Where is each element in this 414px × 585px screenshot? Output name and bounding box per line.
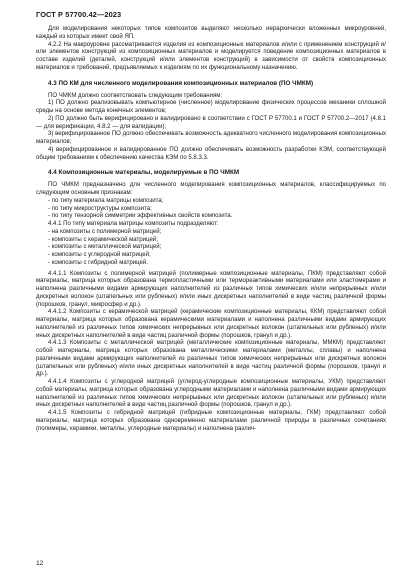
list-item: - на композиты с полимерной матрицей; [48, 228, 162, 235]
list-item: 4) верифицированное и валидированное ПО должно обеспечивать возможность разработки КЭМ, соответствующей общим требованиям к обеспечению качества КЭМ по 5.8.3.3. [36, 146, 386, 161]
list-item: 2) ПО должно быть верифицировано и валидировано в соответствии с ГОСТ Р 57700.1 и ГОСТ Р 57700.2—2017 (4.8.1 — для верификации, 4.8.2 — для валидации); [36, 115, 386, 130]
list-item: - по типу материала матрицы композита; [48, 197, 164, 204]
paragraph: ПО ЧМКМ предназначено для численного моделирования композиционных материалов, классифицируемых по следующим основным признакам: [36, 182, 386, 196]
list-item: - композиты с углеродной матрицей; [48, 252, 151, 258]
section-heading: 4.4 Композиционные материалы, моделируемые в ПО ЧМКМ [48, 169, 240, 177]
subsection-paragraph: 4.4.1.1 Композиты с полимерной матрицей (полимерные композиционные материалы, ПКМ) представляют собой материалы, матрица которых образована термопластичными или термореактивными материалами или эластомерами и наполнена различными видами армирующих наполнителей из различных типов химических и/или непрерывных и/или дискретных волокон (штапельных или рубленых) и/или иных дискретных наполнителей в виде частиц различной формы (порошков, гранул, микросфер и др.). [36, 270, 386, 308]
list-item: - композиты с металлической матрицей; [48, 244, 162, 251]
list-item: 3) верифицированное ПО должно обеспечивать возможность адекватного численного моделирования композиционных материалов; [36, 131, 386, 145]
section-heading: 4.3 ПО КМ для численного моделирования композиционных материалов (ПО ЧМКМ) [48, 79, 314, 87]
list-item: - по типу тензорной симметрии эффективных свойств композита. [48, 213, 233, 220]
list-item: 1) ПО должно реализовывать компьютерное (численное) моделирование физических процессов механики сплошной среды на основе метода конечных элементов; [36, 100, 386, 114]
paragraph: ПО ЧМКМ должно соответствовать следующим требованиям: [48, 92, 223, 99]
paragraph: 4.4.1 По типу материала матрицы композиты подразделяют: [48, 221, 219, 227]
list-item: - по типу микроструктуры композита; [48, 205, 152, 212]
page-number: 12 [36, 560, 44, 567]
list-item: - композиты с гибридной матрицей. [48, 259, 148, 266]
list-item: - композиты с керамической матрицей; [48, 236, 158, 243]
paragraph: 4.2.2 На макроуровне рассматриваются изделия из композиционных материалов и/или с применением конструкций и/или элементов конструкций из композиционных материалов и моделируется поведение композиционных материалов в составе изделий (деталей, конструкций и/или элементов конструкций) в зависимости от свойств композиционных материалов и требований, предъявляемых к изделиям по их функциональному назначению. [36, 41, 386, 71]
document-header: ГОСТ Р 57700.42—2023 [36, 10, 122, 19]
subsection-paragraph: 4.4.1.5 Композиты с гибридной матрицей (гибридные композиционные материалы, ГКМ) представляют собой материалы, матрица которых образована одновременно материалами различной природы в различных сочетаниях (полимеры, керамики, металлы, углеродные материалы) и наполнена различ- [36, 410, 386, 432]
subsection-paragraph: 4.4.1.4 Композиты с углеродной матрицей (углерод-углеродные композиционные материалы, УКМ) представляют собой материалы, матрица которых образована углеродными материалами и наполнена различными видами армирующих наполнителей из различных типов химических непрерывных или дискретных волокон (штапельных или рубленых) и/или иных дискретных наполнителей в виде частиц различной формы (порошков, гранул и др.). [36, 379, 386, 409]
subsection-paragraph: 4.4.1.2 Композиты с керамической матрицей (керамические композиционные материалы, ККМ) представляют собой материалы, матрица которых образована керамическими материалами и наполнена различными видами армирующих наполнителей из различных типов химических непрерывных или дискретных волокон (штапельных или рубленых) и/или иных дискретных наполнителей в виде частиц различной формы (порошков, гранул и др.). [36, 309, 386, 339]
paragraph: Для моделирования некоторых типов композитов выделяют несколько иерархически вложенных микроуровней, каждый из которых имеет свой ЯП. [36, 26, 386, 40]
subsection-paragraph: 4.4.1.3 Композиты с металлической матрицей (металлические композиционные материалы, ММКМ) представляют собой материалы, матрица которых образована металлическими материалами (металлы, сплавы) и наполнена различными видами армирующих наполнителей из различных типов химических непрерывных или дискретных волокон (штапельных или рубленых) и/или иных дискретных наполнителей в виде частиц различной формы (порошков, гранул и др.). [36, 340, 386, 378]
